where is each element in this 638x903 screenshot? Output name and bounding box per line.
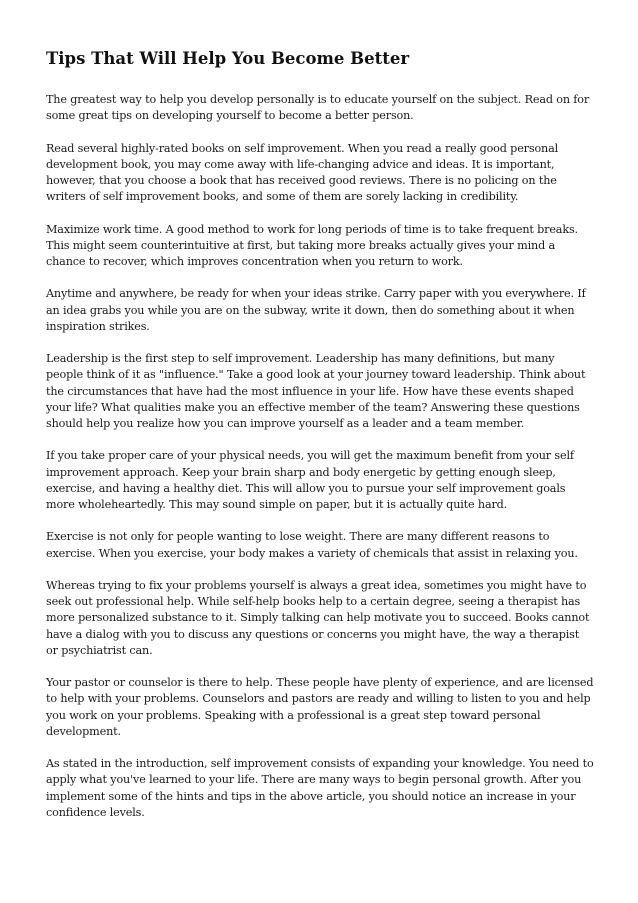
paragraph-leadership: Leadership is the first step to self improvement. Leadership has many definitions, but many people think of it as "influence." Take a good look at your journey toward leadership. Think about the circumstances that have had the most influence in your life. How have these events shaped your life? What qualities make you an effective member of the team? Answering these questions should help you realize how you can improve yourself as a leader and a team member. [46,352,586,430]
document-page [46,48,594,837]
paragraph-professional-help: Whereas trying to fix your problems yourself is always a great idea, sometimes you might have to seek out professional help. While self-help books help to a certain degree, seeing a therapist has more personalized substance to it. Simply talking can help motivate you to succeed. Books cannot have a dialog with you to discuss any questions or concerns you might have, the way a therapist or psychiatrist can. [46,578,590,657]
paragraph-conclusion: As stated in the introduction, self improvement consists of expanding your knowledge. You need to apply what you've learned to your life. There are many ways to begin personal growth. After you implement some of the hints and tips in the above article, you should notice an increase in your confidence levels. [46,757,594,819]
paragraph-physical-needs: If you take proper care of your physical needs, you will get the maximum benefit from your self improvement approach. Keep your brain sharp and body energetic by getting enough sleep, exercise, and having a healthy diet. This will allow you to pursue your self improvement goals more wholeheartedly. This may sound simple on paper, but it is actually quite hard. [46,449,574,511]
paragraph-intro: The greatest way to help you develop personally is to educate yourself on the subject. Read on for some great tips on developing yourself to become a better person. [46,93,590,123]
paragraph-ideas: Anytime and anywhere, be ready for when your ideas strike. Carry paper with you everywhere. If an idea grabs you while you are on the subway, write it down, then do something about it when inspiration strikes. [46,287,586,333]
paragraph-books: Read several highly-rated books on self improvement. When you read a really good personal development book, you may come away with life-changing advice and ideas. It is important, however, that you choose a book that has received good reviews. There is no policing on the writers of self improvement books, and some of them are sorely lacking in credibility. [46,141,559,204]
document-title: Tips That Will Help You Become Better [46,49,410,68]
paragraph-exercise: Exercise is not only for people wanting to lose weight. There are many different reasons to exercise. When you exercise, your body makes a variety of chemicals that assist in relaxing you. [46,530,578,560]
paragraph-work-time: Maximize work time. A good method to work for long periods of time is to take frequent breaks. This might seem counterintuitive at first, but taking more breaks actually gives your mind a chance to recover, which improves concentration when you return to work. [46,222,578,268]
paragraph-counselor: Your pastor or counselor is there to help. These people have plenty of experience, and are licensed to help with your problems. Counselors and pastors are ready and willing to listen to you and help you work on your problems. Speaking with a professional is a great step toward personal development. [46,676,594,738]
